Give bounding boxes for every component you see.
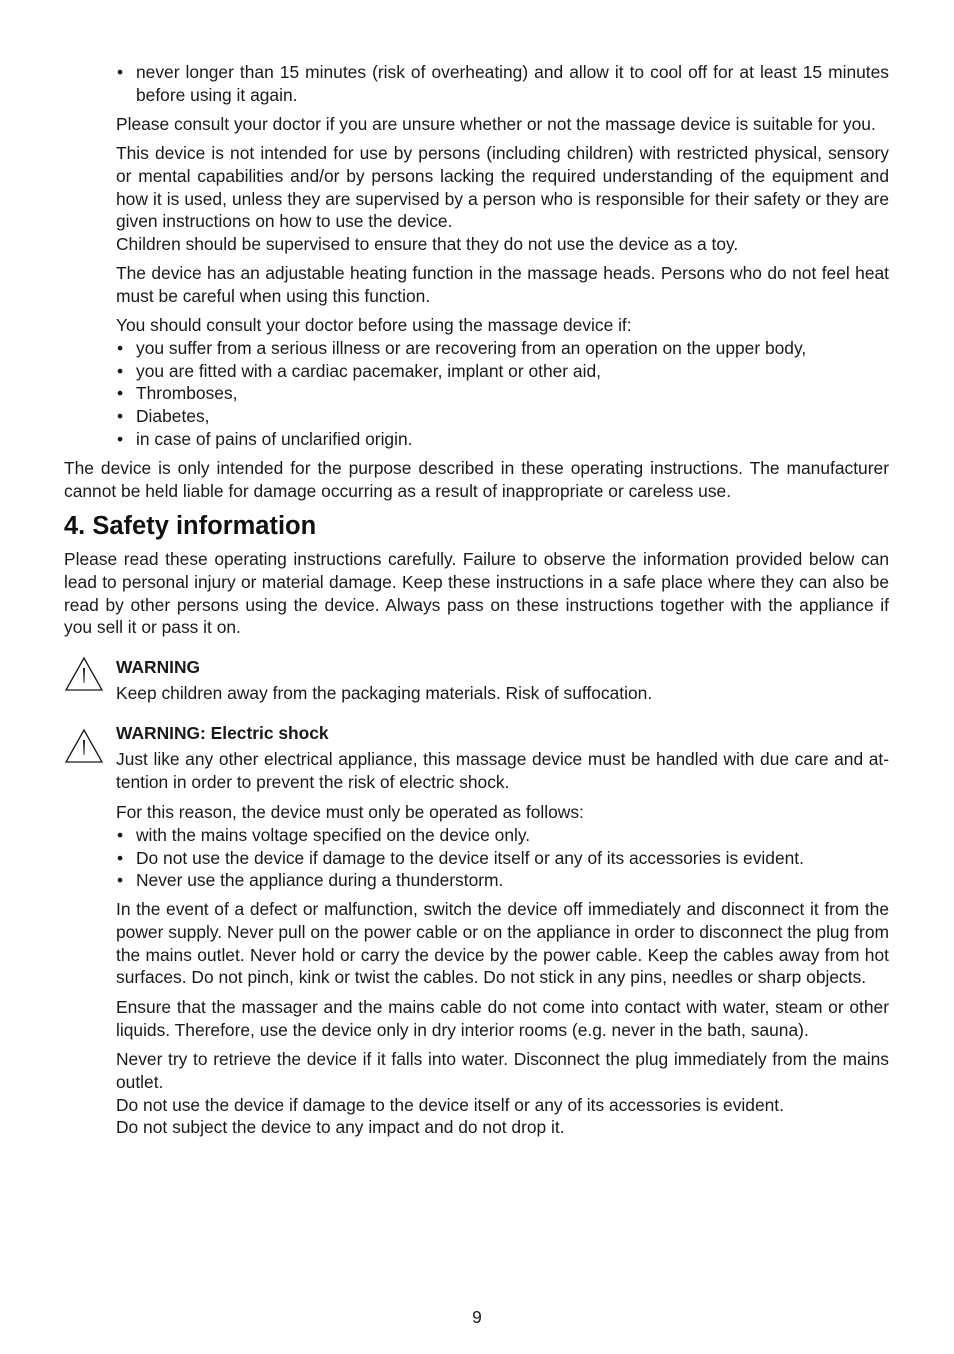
warning-text: Just like any other electrical appliance, this massage device must be handled with due care and at-tention in order to prevent the risk of electric shock. bbox=[116, 748, 889, 792]
rule-item: • Never use the appliance during a thunderstorm. bbox=[116, 869, 889, 892]
warning-text: Keep children away from the packaging materials. Risk of suffocation. bbox=[116, 682, 653, 703]
bullet-item: • never longer than 15 minutes (risk of overheating) and allow it to cool off for at least 15 minutes before using it again. bbox=[116, 61, 889, 107]
rule-item: • Do not use the device if damage to the device itself or any of its accessories is evident. bbox=[116, 847, 889, 870]
overheating-bullet bbox=[116, 61, 889, 107]
condition-item: • Diabetes, bbox=[116, 405, 889, 428]
retrieve-block: Never try to retrieve the device if it falls into water. Disconnect the plug immediately from the mains outlet. Do not use the device if damage to the device itself or any of its accessories is evident. Do not subject the device to any impact and do not drop it. bbox=[116, 1049, 889, 1138]
condition-item: • you are fitted with a cardiac pacemaker, implant or other aid, bbox=[116, 360, 889, 383]
section-title: 4. Safety information bbox=[64, 512, 317, 540]
not-intended-paragraph: This device is not intended for use by persons (including children) with restricted physical, sensory or mental capabilities and/or by persons lacking the required understanding of the equipment and how it is used, unless they are supervised by a person who is responsible for their safety or they are given instructions on how to use the device. Children should be supervised to ensure that they do not use the device as a toy. bbox=[116, 143, 889, 255]
operation-rules-block: For this reason, the device must only be operated as follows: • with the mains voltage specified on the device only. • Do not use the device if damage to the device itself or any of its accessories is evident. • Never use the appliance during a thunderstorm. bbox=[116, 801, 889, 892]
heating-paragraph: The device has an adjustable heating function in the massage heads. Persons who do not feel heat must be careful when using this function. bbox=[116, 263, 889, 306]
warning-title: WARNING: Electric shock bbox=[116, 723, 329, 743]
electric-shock-warning-icon bbox=[64, 728, 104, 764]
page-number: 9 bbox=[472, 1307, 482, 1327]
condition-item: • in case of pains of unclarified origin. bbox=[116, 428, 889, 451]
warning-packaging bbox=[116, 656, 889, 705]
consult-paragraph: Please consult your doctor if you are unsure whether or not the massage device is suitable for you. bbox=[116, 114, 876, 134]
warning-title: WARNING bbox=[116, 657, 201, 677]
condition-item: • Thromboses, bbox=[116, 382, 889, 405]
consult-before-block: You should consult your doctor before using the massage device if: • you suffer from a serious illness or are recovering from an operation on the upper body, • you are fitted with a cardiac pacemaker, implant or other aid, • Thromboses, • Diabetes, • in case of pains of unclarified origin. bbox=[116, 314, 889, 451]
section-intro-paragraph: Please read these operating instructions carefully. Failure to observe the information provided below can lead to personal injury or material damage. Keep these instructions in a safe place where they can also be read by other persons using the device. Always pass on these instructions together with the appliance if you sell it or pass it on. bbox=[64, 549, 889, 638]
warning-triangle-icon bbox=[64, 656, 104, 692]
purpose-paragraph: The device is only intended for the purpose described in these operating instructions. The manufacturer cannot be held liable for damage occurring as a result of inappropriate or careless use. bbox=[64, 458, 889, 501]
impact-line: Do not subject the device to any impact and do not drop it. bbox=[116, 1117, 565, 1138]
warning-electric-shock bbox=[116, 722, 889, 793]
damage-line: Do not use the device if damage to the device itself or any of its accessories is evident. bbox=[116, 1094, 784, 1115]
defect-paragraph: In the event of a defect or malfunction, switch the device off immediately and disconnect it from the power supply. Never pull on the power cable or on the appliance in order to disconnect the plug from the mains outlet. Never hold or carry the device by the power cable. Keep the cables away from hot surfaces. Do not pinch, kink or twist the cables. Do not stick in any pins, needles or sharp objects. bbox=[116, 899, 889, 988]
children-supervised-line: Children should be supervised to ensure that they do not use the device as a toy. bbox=[116, 234, 739, 255]
rule-item: • with the mains voltage specified on the device only. bbox=[116, 824, 889, 847]
water-paragraph: Ensure that the massager and the mains cable do not come into contact with water, steam or other liquids. Therefore, use the device only in dry interior rooms (e.g. never in the bath, sauna). bbox=[116, 997, 889, 1040]
condition-item: • you suffer from a serious illness or are recovering from an operation on the upper body, bbox=[116, 337, 889, 360]
